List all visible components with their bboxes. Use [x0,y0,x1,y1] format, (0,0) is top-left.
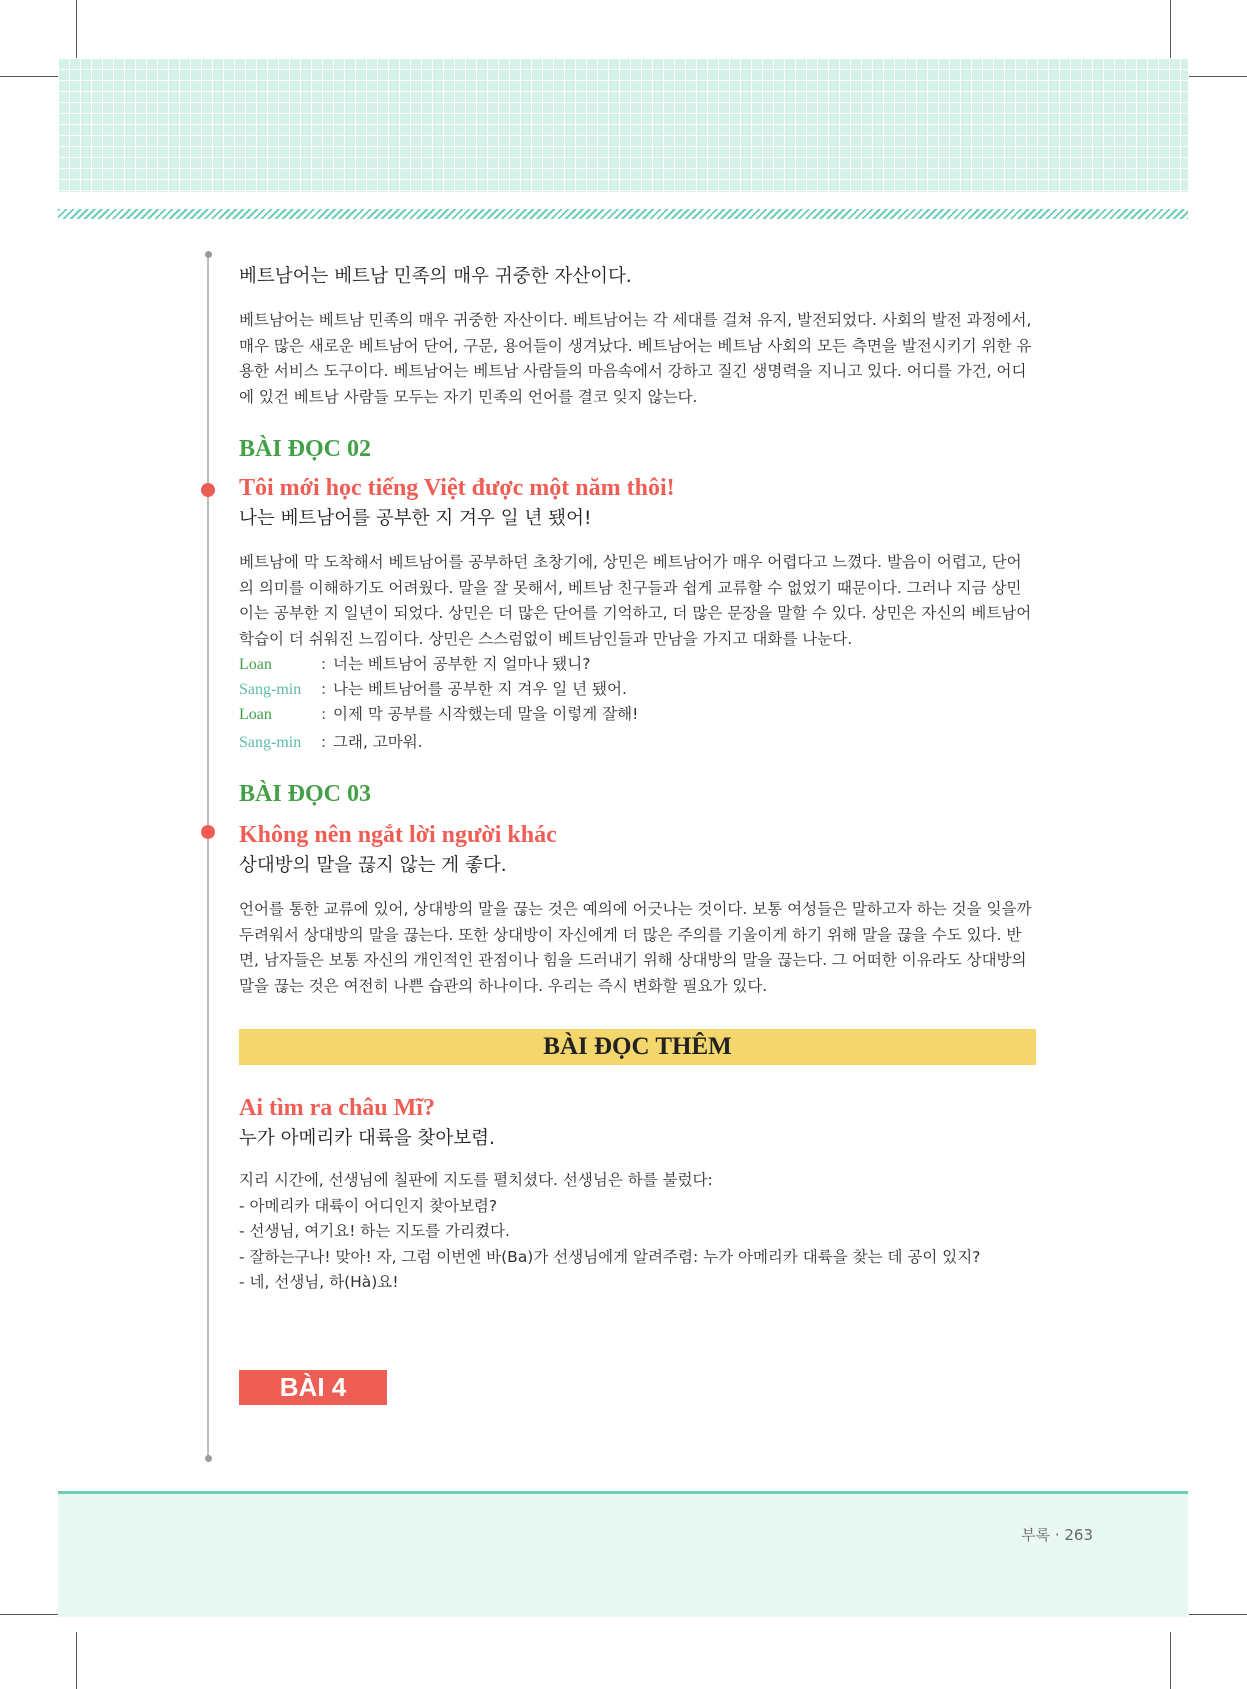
crop-mark-tr-v [1170,0,1171,58]
dialog-text: 그래, 고마워. [333,733,423,751]
intro-line: 베트남어는 베트남 민족의 매우 귀중한 자산이다. 베트남어는 각 세대를 걸쳐 유지, 발전되었다. 사회의 발전 과정에서, [239,311,1032,329]
timeline-marker-reading3 [201,825,215,839]
crop-mark-tr-h [1189,76,1247,77]
intro-line: 용한 서비스 도구이다. 베트남어는 베트남 사람들의 마음속에서 강하고 질긴 생명력을 지니고 있다. 어디를 가건, 어디 [239,362,1027,380]
reading3-title-vi: Không nên ngắt lời người khác [239,822,557,848]
reading3-paragraph [239,897,1036,999]
intro-line: 매우 많은 새로운 베트남어 단어, 구문, 용어들이 생겨났다. 베트남어는 베트남 사회의 모든 측면을 발전시키기 위한 유 [239,336,1032,355]
extra-line: - 아메리카 대륙이 어디인지 찾아보렴? [239,1196,498,1215]
header-hatch-strip [58,209,1188,219]
reading3-title-kr: 상대방의 말을 끊지 않는 게 좋다. [239,855,507,876]
timeline-start-dot [205,251,212,258]
intro-title: 베트남어는 베트남 민족의 매우 귀중한 자산이다. [239,266,632,287]
reading2-line: 학습이 더 쉬워진 느낌이다. 상민은 스스럼없이 베트남인들과 만남을 가지고 대화를 나눈다. [239,629,853,648]
dialog-text: 너는 베트남어 공부한 지 얼마나 됐니? [333,655,591,673]
crop-mark-tl-v [76,0,77,58]
crop-mark-tl-h [0,76,58,77]
reading3-line: 면, 남자들은 보통 자신의 개인적인 관점이나 힘을 드러내기 위해 상대방의 말을 끊는다. 그 어떠한 이유라도 상대방의 [239,951,1027,969]
reading2-paragraph [239,550,1036,652]
crop-mark-bl-h [0,1614,58,1615]
extra-line: - 선생님, 여기요! 하는 지도를 가리켰다. [239,1222,510,1240]
extra-title-vi: Ai tìm ra châu Mĩ? [239,1095,435,1121]
extra-line: - 네, 선생님, 하(Hà)요! [239,1273,399,1291]
dialog-row [239,652,1036,677]
reading2-line: 의 의미를 이해하기도 어려웠다. 말을 잘 못해서, 베트남 친구들과 쉽게 교류할 수 없었기 때문이다. 그러나 지금 상민 [239,578,1022,597]
footer-band [58,1491,1188,1617]
dialog-speaker: Loan [239,706,272,723]
dialog-colon: : [321,655,327,673]
extra-line: - 잘하는구나! 맞아! 자, 그럼 이번엔 바(Ba)가 선생님에게 알려주렴: 누가 아메리카 대륙을 찾는 데 공이 있지? [239,1247,981,1266]
dialog-speaker: Sang-min [239,734,302,751]
page-number: 부록 · 263 [1021,1526,1093,1544]
reading2-title-vi: Tôi mới học tiếng Việt được một năm thôi! [239,475,675,501]
timeline-marker-reading2 [201,483,215,497]
dialog-text: 나는 베트남어를 공부한 지 겨우 일 년 됐어. [333,680,627,698]
reading3-line: 말을 끊는 것은 여전히 나쁜 습관의 하나이다. 우리는 즉시 변화할 필요가 있다. [239,976,768,995]
main-content [239,262,1036,1296]
dialog-row [239,677,1036,702]
reading2-heading: BÀI ĐỌC 02 [239,436,372,462]
intro-paragraph [239,308,1036,410]
reading2-dialog [239,652,1036,755]
crop-mark-br-v [1170,1632,1171,1689]
extra-reading-banner: BÀI ĐỌC THÊM [239,1029,1036,1065]
extra-paragraph [239,1168,1036,1296]
timeline-rule [207,254,209,1458]
dialog-speaker: Sang-min [239,681,302,698]
reading3-heading: BÀI ĐỌC 03 [239,781,372,807]
extra-title-kr: 누가 아메리카 대륙을 찾아보렴. [239,1128,495,1149]
dialog-speaker: Loan [239,656,272,673]
timeline-end-dot [205,1455,212,1462]
reading2-title-kr: 나는 베트남어를 공부한 지 겨우 일 년 됐어! [239,508,592,529]
extra-line: 지리 시간에, 선생님에 칠판에 지도를 펼치셨다. 선생님은 하를 불렀다: [239,1171,713,1189]
dialog-colon: : [321,705,327,723]
reading2-line: 이는 공부한 지 일년이 되었다. 상민은 더 많은 단어를 기억하고, 더 많은 문장을 말할 수 있다. 상민은 자신의 베트남어 [239,604,1032,622]
dialog-colon: : [321,733,327,751]
next-lesson-label: BÀI 4 [239,1370,387,1405]
header-grid-band [58,58,1188,192]
reading2-line: 베트남에 막 도착해서 베트남어를 공부하던 초창기에, 상민은 베트남어가 매우 어렵다고 느꼈다. 발음이 어렵고, 단어 [239,553,1022,571]
reading3-line: 두려워서 상대방의 말을 끊는다. 또한 상대방이 자신에게 더 많은 주의를 기울이게 하기 위해 말을 끊을 수도 있다. 반 [239,925,1022,944]
dialog-text: 이제 막 공부를 시작했는데 말을 이렇게 잘해! [333,705,639,723]
crop-mark-br-h [1189,1614,1247,1615]
crop-mark-bl-v [76,1632,77,1689]
dialog-row [239,730,1036,755]
reading3-line: 언어를 통한 교류에 있어, 상대방의 말을 끊는 것은 예의에 어긋나는 것이다. 보통 여성들은 말하고자 하는 것을 잊을까 [239,900,1032,918]
dialog-row [239,702,1036,727]
intro-line: 에 있건 베트남 사람들 모두는 자기 민족의 언어를 결코 잊지 않는다. [239,387,698,406]
dialog-colon: : [321,680,327,698]
